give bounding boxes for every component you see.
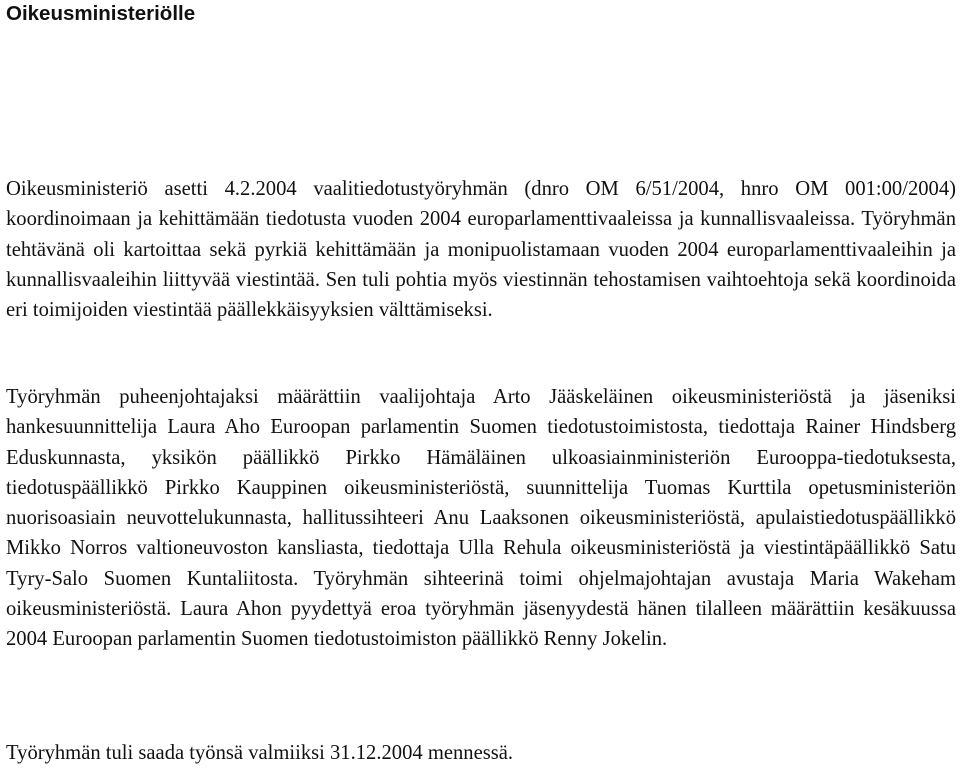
document-heading: Oikeusministeriölle <box>6 2 196 25</box>
paragraph-members: Työryhmän puheenjohtajaksi määrättiin vaalijohtaja Arto Jääskeläinen oikeusministeriöstä ja jäseniksi hankesuunnittelija Laura Aho Euroopan parlamentin Suomen tiedotustoimistosta, tiedottaja Rainer Hindsberg Eduskunnasta, yksikön päällikkö Pirkko Hämäläinen ulkoasiainministeriön Eurooppa-tiedotuksesta, tiedotuspäällikkö Pirkko Kauppinen oikeusministeriöstä, suunnittelija Tuomas Kurttila opetusministeriön nuorisoasiain neuvottelukunnasta, hallitussihteeri Anu Laaksonen oikeusministeriöstä, apulaistiedotuspäällikkö Mikko Norros valtioneuvoston kansliasta, tiedottaja Ulla Rehula oikeusministeriöstä ja viestintäpäällikkö Satu Tyry-Salo Suomen Kuntaliitosta. Työryhmän sihteerinä toimi ohjelmajohtajan avustaja Maria Wakeham oikeusministeriöstä. Laura Ahon pyydettyä eroa työryhmän jäsenyydestä hänen tilalleen määrättiin kesäkuussa 2004 Euroopan parlamentin Suomen tiedotustoimiston päällikkö Renny Jokelin. <box>6 386 956 651</box>
paragraph-assignment: Oikeusministeriö asetti 4.2.2004 vaalitiedotustyöryhmän (dnro OM 6/51/2004, hnro OM 001:00/2004) koordinoimaan ja kehittämään tiedotusta vuoden 2004 europarlamenttivaaleissa ja kunnallisvaaleissa. Työryhmän tehtävänä oli kartoittaa sekä pyrkiä kehittämään ja monipuolistamaan vuoden 2004 europarlamenttivaaleihin ja kunnallisvaaleihin liittyvää viestintää. Sen tuli pohtia myös viestinnän tehostamisen vaihtoehtoja sekä koordinoida eri toimijoiden viestintää päällekkäisyyksien välttämiseksi. <box>6 178 956 322</box>
paragraph-deadline: Työryhmän tuli saada työnsä valmiiksi 31.12.2004 mennessä. <box>6 742 514 764</box>
